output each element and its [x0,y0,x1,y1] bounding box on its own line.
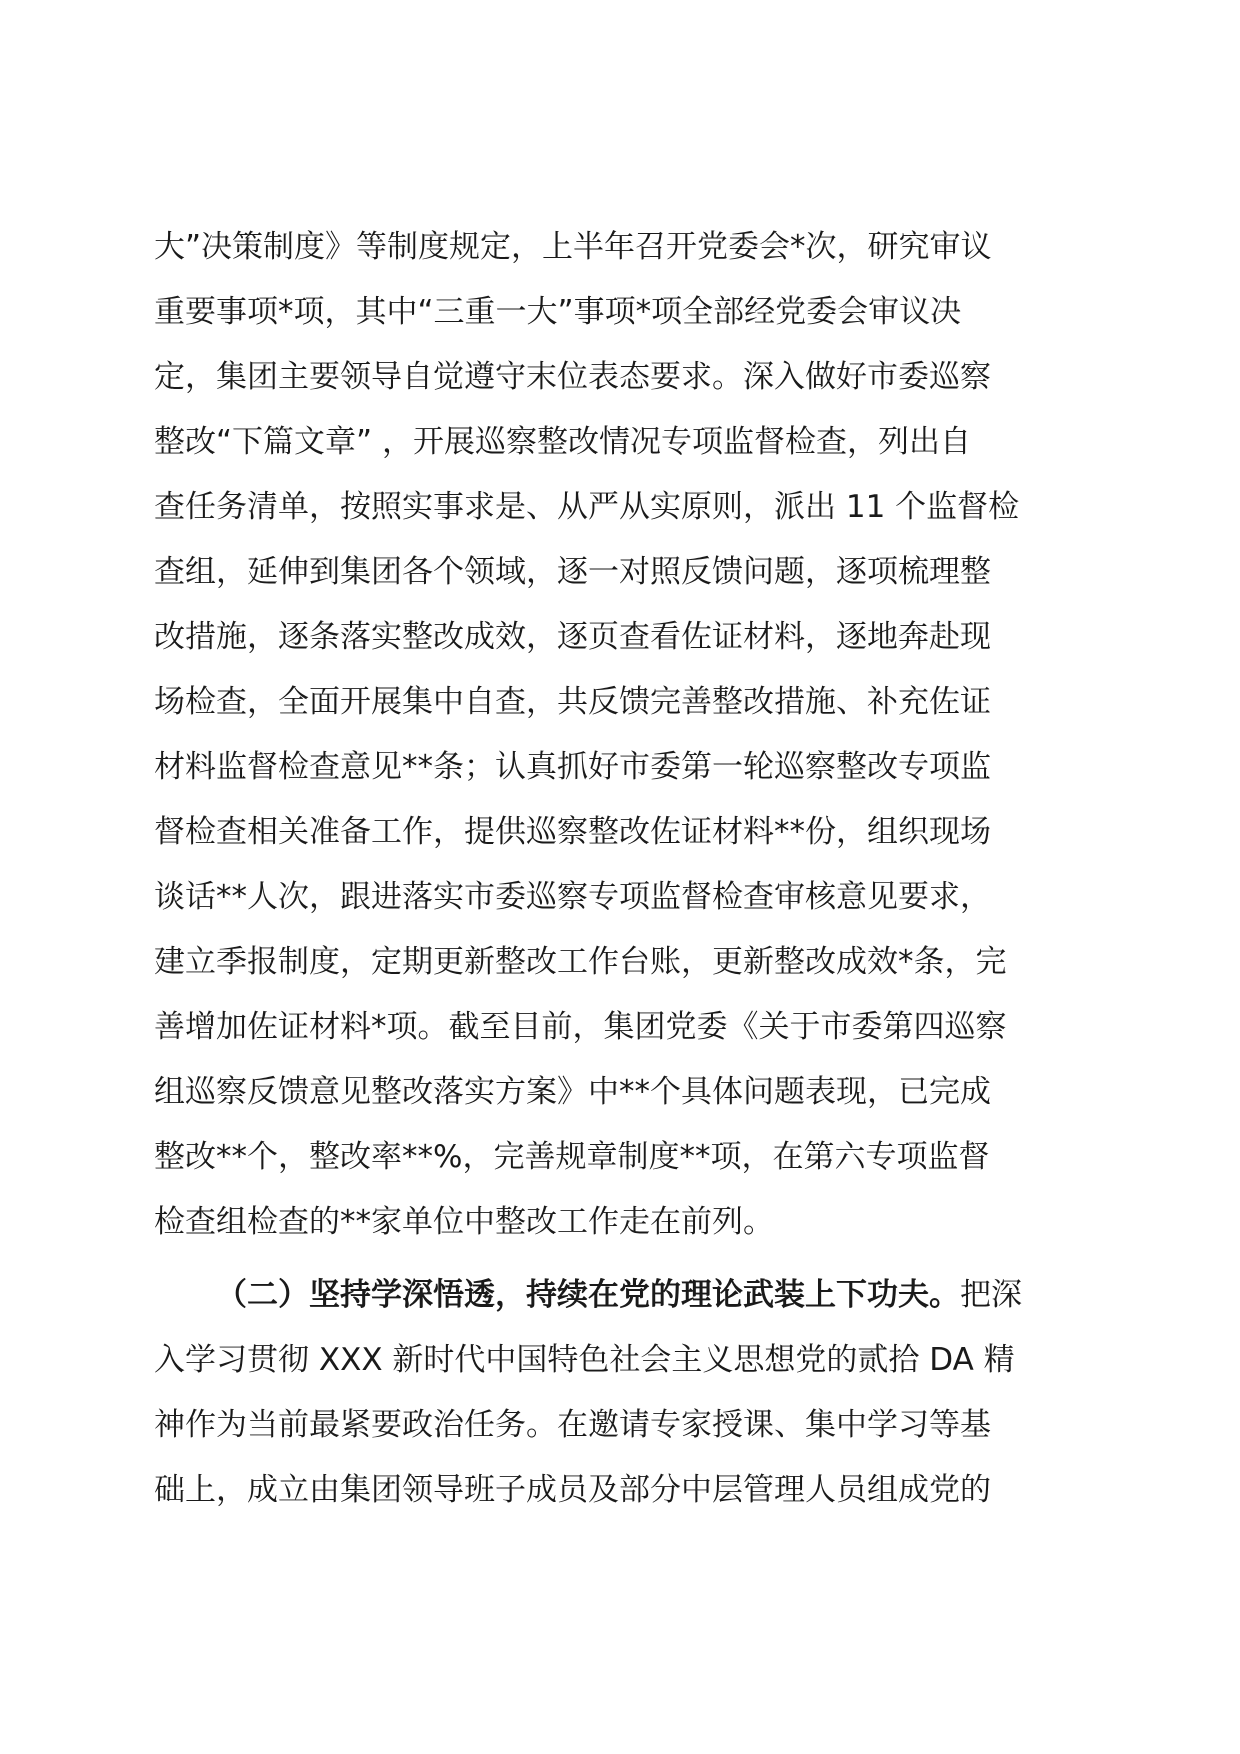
text-line: 材料监督检查意见**条；认真抓好市委第一轮巡察整改专项监 [154,749,991,785]
document-body [154,215,1086,1523]
text-line: 查组，延伸到集团各个领域，逐一对照反馈问题，逐项梳理整 [154,554,991,590]
text-line: 整改“下篇文章” ，开展巡察整改情况专项监督检查，列出自 [154,424,971,460]
text-line: 整改**个，整改率**%，完善规章制度**项，在第六专项监督 [154,1139,990,1175]
paragraph-2 [154,1263,1086,1523]
text-line: 检查组检查的**家单位中整改工作走在前列。 [154,1204,774,1240]
text-line: 础上，成立由集团领导班子成员及部分中层管理人员组成党的 [154,1472,991,1508]
text-line: 谈话**人次，跟进落实市委巡察专项监督检查审核意见要求， [154,879,991,915]
text-line: 重要事项*项，其中“三重一大”事项*项全部经党委会审议决 [154,294,962,330]
text-line: 神作为当前最紧要政治任务。在邀请专家授课、集中学习等基 [154,1407,991,1443]
text-line: 场检查，全面开展集中自查，共反馈完善整改措施、补充佐证 [154,684,991,720]
section-heading: （二）坚持学深悟透，持续在党的理论武装上下功夫。 [216,1277,960,1313]
text-line: 改措施，逐条落实整改成效，逐页查看佐证材料，逐地奔赴现 [154,619,991,655]
paragraph-spacer [154,1255,1086,1263]
text-line: 善增加佐证材料*项。截至目前，集团党委《关于市委第四巡察 [154,1009,1007,1045]
heading-line-rest: 把深 [960,1277,1022,1313]
text-line: 查任务清单，按照实事求是、从严从实原则，派出 11 个监督检 [154,489,1020,525]
text-line: 大”决策制度》等制度规定，上半年召开党委会*次，研究审议 [154,229,992,265]
text-line [154,1263,1086,1328]
text-line: 组巡察反馈意见整改落实方案》中**个具体问题表现，已完成 [154,1074,991,1110]
text-line: 督检查相关准备工作，提供巡察整改佐证材料**份，组织现场 [154,814,991,850]
text-line: 建立季报制度，定期更新整改工作台账，更新整改成效*条，完 [154,944,1007,980]
paragraph-1 [154,215,1086,1255]
text-line: 定，集团主要领导自觉遵守末位表态要求。深入做好市委巡察 [154,359,991,395]
text-line: 入学习贯彻 XXX 新时代中国特色社会主义思想党的贰拾 DA 精 [154,1342,1015,1378]
